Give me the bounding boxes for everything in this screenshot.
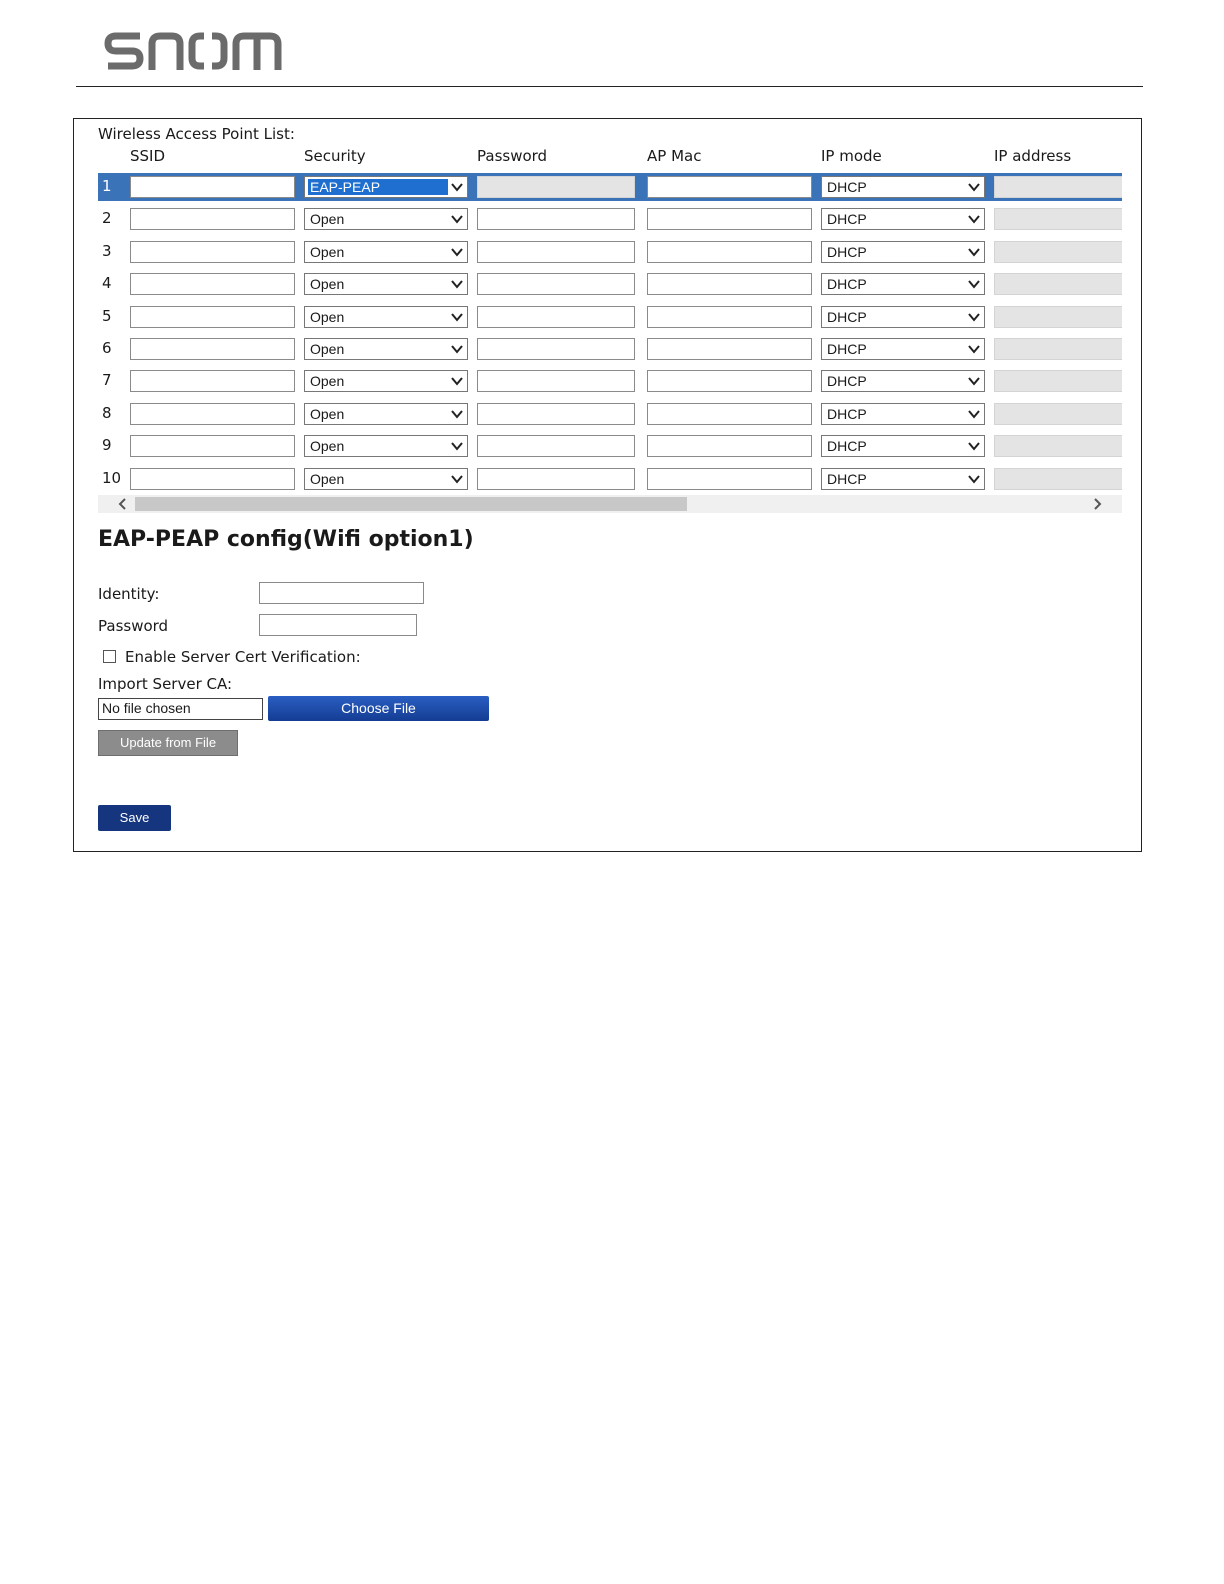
security-select[interactable] xyxy=(304,306,468,328)
ip-address-input[interactable] xyxy=(994,338,1122,360)
column-header-security: Security xyxy=(304,147,366,165)
row-number: 7 xyxy=(102,371,112,390)
save-button[interactable]: Save xyxy=(98,805,171,831)
cert-verification-checkbox[interactable] xyxy=(103,650,116,663)
ip-address-input[interactable] xyxy=(994,435,1122,457)
chevron-down-icon xyxy=(450,342,464,356)
security-value: EAP-PEAP xyxy=(308,179,448,195)
ap-mac-input[interactable] xyxy=(647,403,812,425)
chevron-down-icon xyxy=(967,212,981,226)
row-number: 5 xyxy=(102,306,112,325)
column-header-password: Password xyxy=(477,147,548,165)
table-row[interactable] xyxy=(98,367,1122,395)
chevron-down-icon xyxy=(967,342,981,356)
wifi-settings-panel xyxy=(73,118,1142,852)
choose-file-button[interactable]: Choose File xyxy=(268,696,489,721)
ip-mode-select[interactable] xyxy=(821,435,985,457)
security-value: Open xyxy=(310,470,345,487)
ap-list-title: Wireless Access Point List: xyxy=(98,125,295,143)
ap-mac-input[interactable] xyxy=(647,176,812,198)
identity-label: Identity: xyxy=(98,585,160,603)
scroll-right-icon[interactable] xyxy=(1090,497,1104,511)
chevron-down-icon xyxy=(450,277,464,291)
chevron-down-icon xyxy=(450,310,464,324)
table-row[interactable] xyxy=(98,270,1122,298)
column-header-ap-mac: AP Mac xyxy=(647,147,702,165)
ap-mac-input[interactable] xyxy=(647,273,812,295)
table-row[interactable] xyxy=(98,400,1122,428)
ip-mode-select[interactable] xyxy=(821,306,985,328)
table-row[interactable] xyxy=(98,465,1122,493)
ap-mac-input[interactable] xyxy=(647,370,812,392)
column-header-ip-mode: IP mode xyxy=(821,147,882,165)
import-ca-label: Import Server CA: xyxy=(98,675,233,693)
ssid-input[interactable] xyxy=(130,176,295,198)
ip-mode-select[interactable] xyxy=(821,403,985,425)
ip-mode-value: DHCP xyxy=(827,438,867,455)
ip-address-input[interactable] xyxy=(994,306,1122,328)
chevron-down-icon xyxy=(967,277,981,291)
column-header-ssid: SSID xyxy=(130,147,166,165)
password-input[interactable] xyxy=(477,468,635,490)
ap-mac-input[interactable] xyxy=(647,338,812,360)
chevron-down-icon xyxy=(450,180,464,194)
ap-mac-input[interactable] xyxy=(647,306,812,328)
security-value: Open xyxy=(310,211,345,228)
ip-address-input[interactable] xyxy=(994,241,1122,263)
scrollbar-thumb[interactable] xyxy=(135,497,687,511)
password-input[interactable] xyxy=(477,176,635,198)
chevron-down-icon xyxy=(450,407,464,421)
ip-address-input[interactable] xyxy=(994,403,1122,425)
ap-mac-input[interactable] xyxy=(647,435,812,457)
ip-address-input[interactable] xyxy=(994,468,1122,490)
chevron-down-icon xyxy=(450,472,464,486)
table-row[interactable] xyxy=(98,173,1122,201)
security-value: Open xyxy=(310,276,345,293)
ap-mac-input[interactable] xyxy=(647,468,812,490)
security-select[interactable] xyxy=(304,241,468,263)
row-number: 2 xyxy=(102,209,112,228)
identity-input[interactable] xyxy=(259,582,424,604)
ip-mode-select[interactable] xyxy=(821,208,985,230)
chevron-down-icon xyxy=(450,245,464,259)
password-input[interactable] xyxy=(477,338,635,360)
password-input[interactable] xyxy=(477,403,635,425)
ssid-input[interactable] xyxy=(130,468,295,490)
scroll-left-icon[interactable] xyxy=(116,497,130,511)
ip-mode-select[interactable] xyxy=(821,338,985,360)
ssid-input[interactable] xyxy=(130,241,295,263)
ap-table xyxy=(98,147,1122,513)
ssid-input[interactable] xyxy=(130,338,295,360)
password-input[interactable] xyxy=(477,306,635,328)
ip-mode-value: DHCP xyxy=(827,179,867,195)
security-value: Open xyxy=(310,438,345,455)
file-status: No file chosen xyxy=(98,698,263,720)
ip-address-input[interactable] xyxy=(994,273,1122,295)
table-row[interactable] xyxy=(98,303,1122,331)
ssid-input[interactable] xyxy=(130,306,295,328)
ip-mode-select[interactable] xyxy=(821,176,985,198)
security-value: Open xyxy=(310,243,345,260)
security-select[interactable] xyxy=(304,208,468,230)
ip-mode-select[interactable] xyxy=(821,468,985,490)
chevron-down-icon xyxy=(450,439,464,453)
horizontal-scrollbar[interactable] xyxy=(98,495,1122,513)
ap-mac-input[interactable] xyxy=(647,241,812,263)
snom-logo xyxy=(104,26,282,76)
chevron-down-icon xyxy=(450,374,464,388)
ip-mode-value: DHCP xyxy=(827,470,867,487)
update-from-file-button[interactable]: Update from File xyxy=(98,730,238,756)
ip-mode-value: DHCP xyxy=(827,243,867,260)
ip-mode-select[interactable] xyxy=(821,273,985,295)
chevron-down-icon xyxy=(967,245,981,259)
ip-address-input[interactable] xyxy=(994,176,1122,198)
ip-mode-value: DHCP xyxy=(827,405,867,422)
eap-config-title: EAP-PEAP config(Wifi option1) xyxy=(98,527,474,552)
eap-password-input[interactable] xyxy=(259,614,417,636)
row-number: 3 xyxy=(102,241,112,260)
security-value: Open xyxy=(310,373,345,390)
table-row[interactable] xyxy=(98,238,1122,266)
table-row[interactable] xyxy=(98,335,1122,363)
security-value: Open xyxy=(310,405,345,422)
row-number: 9 xyxy=(102,436,112,455)
ip-mode-select[interactable] xyxy=(821,241,985,263)
password-input[interactable] xyxy=(477,208,635,230)
security-select[interactable] xyxy=(304,273,468,295)
chevron-down-icon xyxy=(967,180,981,194)
chevron-down-icon xyxy=(967,472,981,486)
chevron-down-icon xyxy=(967,439,981,453)
row-number: 1 xyxy=(102,177,112,195)
chevron-down-icon xyxy=(967,407,981,421)
table-row[interactable] xyxy=(98,205,1122,233)
column-header-ip-address: IP address xyxy=(994,147,1072,165)
password-input[interactable] xyxy=(477,241,635,263)
security-select[interactable] xyxy=(304,468,468,490)
ssid-input[interactable] xyxy=(130,403,295,425)
ssid-input[interactable] xyxy=(130,208,295,230)
row-number: 8 xyxy=(102,403,112,422)
eap-password-label: Password xyxy=(98,617,169,635)
password-input[interactable] xyxy=(477,435,635,457)
password-input[interactable] xyxy=(477,370,635,392)
ip-mode-value: DHCP xyxy=(827,211,867,228)
ip-mode-value: DHCP xyxy=(827,373,867,390)
ip-address-input[interactable] xyxy=(994,208,1122,230)
ssid-input[interactable] xyxy=(130,435,295,457)
password-input[interactable] xyxy=(477,273,635,295)
ssid-input[interactable] xyxy=(130,370,295,392)
ssid-input[interactable] xyxy=(130,273,295,295)
chevron-down-icon xyxy=(967,374,981,388)
row-number: 10 xyxy=(102,468,122,487)
ip-mode-value: DHCP xyxy=(827,308,867,325)
security-value: Open xyxy=(310,308,345,325)
ap-mac-input[interactable] xyxy=(647,208,812,230)
security-select[interactable] xyxy=(304,176,468,198)
header-divider xyxy=(76,86,1143,87)
ip-mode-value: DHCP xyxy=(827,276,867,293)
ip-address-input[interactable] xyxy=(994,370,1122,392)
security-select[interactable] xyxy=(304,338,468,360)
chevron-down-icon xyxy=(450,212,464,226)
security-value: Open xyxy=(310,341,345,357)
logo-text: snom xyxy=(104,26,107,27)
ip-mode-value: DHCP xyxy=(827,341,867,357)
security-select[interactable] xyxy=(304,435,468,457)
chevron-down-icon xyxy=(967,310,981,324)
security-select[interactable] xyxy=(304,370,468,392)
table-row[interactable] xyxy=(98,432,1122,460)
security-select[interactable] xyxy=(304,403,468,425)
ip-mode-select[interactable] xyxy=(821,370,985,392)
cert-verification-label: Enable Server Cert Verification: xyxy=(125,648,361,666)
row-number: 4 xyxy=(102,274,112,293)
row-number: 6 xyxy=(102,339,112,357)
